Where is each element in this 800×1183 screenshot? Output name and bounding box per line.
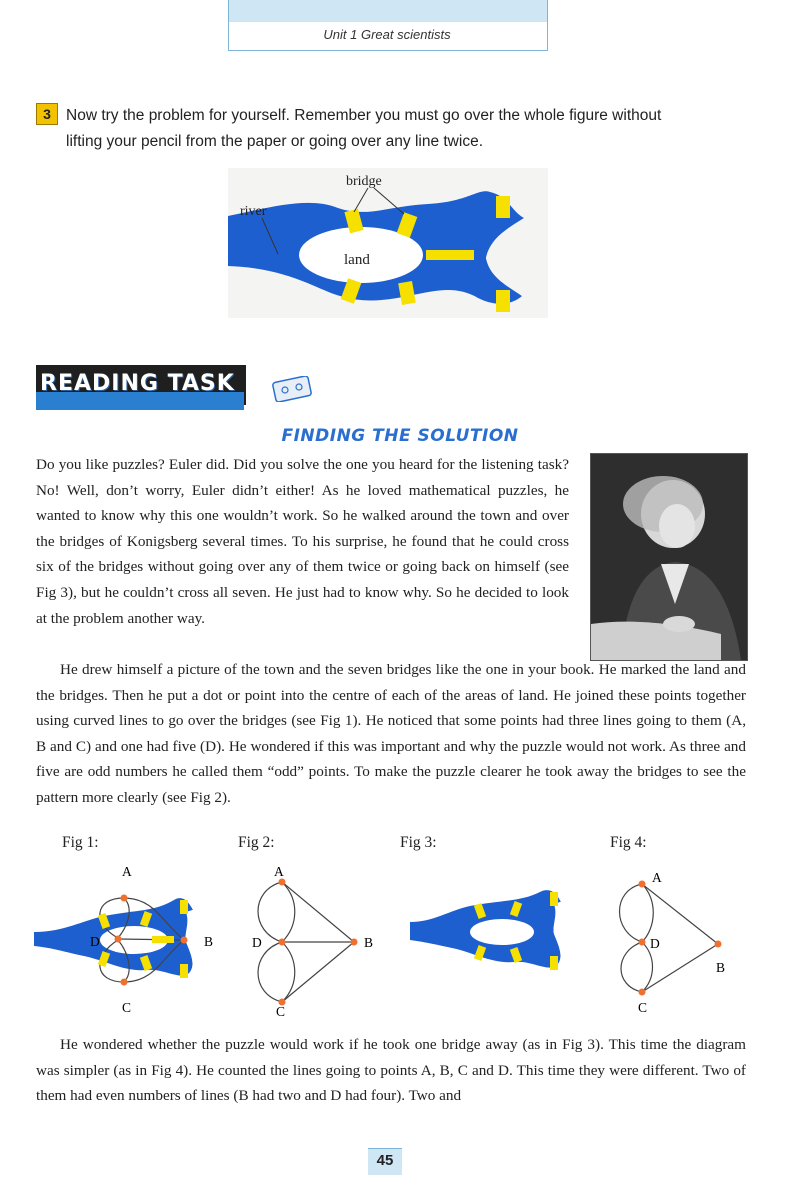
- label-bridge: bridge: [346, 174, 382, 189]
- paragraph-3: He wondered whether the puzzle would work if he took one bridge away (as in Fig 3). This time the diagram was simpler (as in Fig 4). He counted the lines going to points A, B, C and D. This time they were different. Two of them had even numbers of lines (B had two and D had four). Two and: [36, 1036, 746, 1105]
- fig4-label-d: D: [650, 936, 660, 951]
- fig2-label: Fig 2:: [238, 834, 275, 851]
- fig4-label-c: C: [638, 1000, 648, 1015]
- fig2-label-d: D: [252, 935, 262, 950]
- fig1-point-b: [181, 937, 188, 944]
- fig2-label-c: C: [276, 1004, 286, 1019]
- bridge-3: [496, 196, 510, 218]
- euler-portrait-image: [590, 453, 748, 661]
- unit-title: Unit 1 Great scientists: [323, 27, 451, 42]
- fig1-label-d: D: [90, 934, 100, 949]
- label-land: land: [344, 252, 370, 268]
- fig3-label: Fig 3:: [400, 834, 437, 851]
- exercise-line-2: lifting your pencil from the paper or going over any line twice.: [66, 133, 483, 150]
- fig1-label-c: C: [122, 1000, 132, 1015]
- fig1-label-b: B: [204, 934, 214, 949]
- fig4-point-d: [639, 939, 646, 946]
- exercise-line-1: Now try the problem for yourself. Remember you must go over the whole figure without: [66, 107, 662, 124]
- exercise-number: 3: [36, 103, 58, 125]
- fig2-point-d: [279, 939, 286, 946]
- fig4-label-b: B: [716, 960, 726, 975]
- cassette-tape-icon: [272, 376, 314, 402]
- label-river: river: [240, 204, 267, 219]
- fig4-label-a: A: [652, 870, 662, 885]
- fig2-label-a: A: [274, 864, 284, 879]
- fig1-label: Fig 1:: [62, 834, 99, 851]
- bridge-7: [496, 290, 510, 312]
- bridge-puzzle-figure: [228, 168, 548, 318]
- paragraph-2: He drew himself a picture of the town and the seven bridges like the one in your book. He marked the land and the bridges. Then he put a dot or point into the centre of each of the areas of land. He joined these points together using curved lines to go over the bridges (see Fig 1). He noticed that some points had three lines going to them (A, B and C) and one had five (D). He wondered if this was important and why the puzzle would not work. As three and five are odd numbers he called them “odd” points. To make the puzzle clearer he took away the bridges to see the pattern more clearly (see Fig 2).: [36, 661, 746, 806]
- exercise-3: [36, 103, 756, 155]
- fig4-diagram: [600, 860, 750, 1020]
- fig4-label: Fig 4:: [610, 834, 647, 851]
- fig1-point-d: [115, 936, 122, 943]
- page-number: 45: [368, 1148, 402, 1175]
- fig1-diagram: [34, 860, 224, 1020]
- fig2-diagram: [240, 860, 390, 1020]
- fig2-point-b: [351, 939, 358, 946]
- fig1-point-a: [121, 895, 128, 902]
- fig4-point-c: [639, 989, 646, 996]
- fig4-point-b: [715, 941, 722, 948]
- fig2-point-a: [279, 879, 286, 886]
- fig1-label-a: A: [122, 864, 132, 879]
- unit-header-box: [228, 0, 548, 51]
- fig4-point-a: [639, 881, 646, 888]
- paragraph-1: Do you like puzzles? Euler did. Did you solve the one you heard for the listening task? No! Well, don’t worry, Euler didn’t either! As he loved mathematical puzzles, he wanted to know why this one wouldn’t work. So he walked around the town and over the bridges of Konigsberg several times. To his surprise, he found that he could cross six of the bridges without going over any of them twice or going back on himself (see Fig 3), but he couldn’t cross all seven. He just had to know why. So he decided to look at the problem another way.: [36, 456, 569, 627]
- bridge-4: [426, 250, 474, 260]
- reading-task-label: READING TASK: [40, 371, 235, 396]
- fig1-point-c: [121, 979, 128, 986]
- section-title: FINDING THE SOLUTION: [281, 426, 519, 446]
- fig2-label-b: B: [364, 935, 374, 950]
